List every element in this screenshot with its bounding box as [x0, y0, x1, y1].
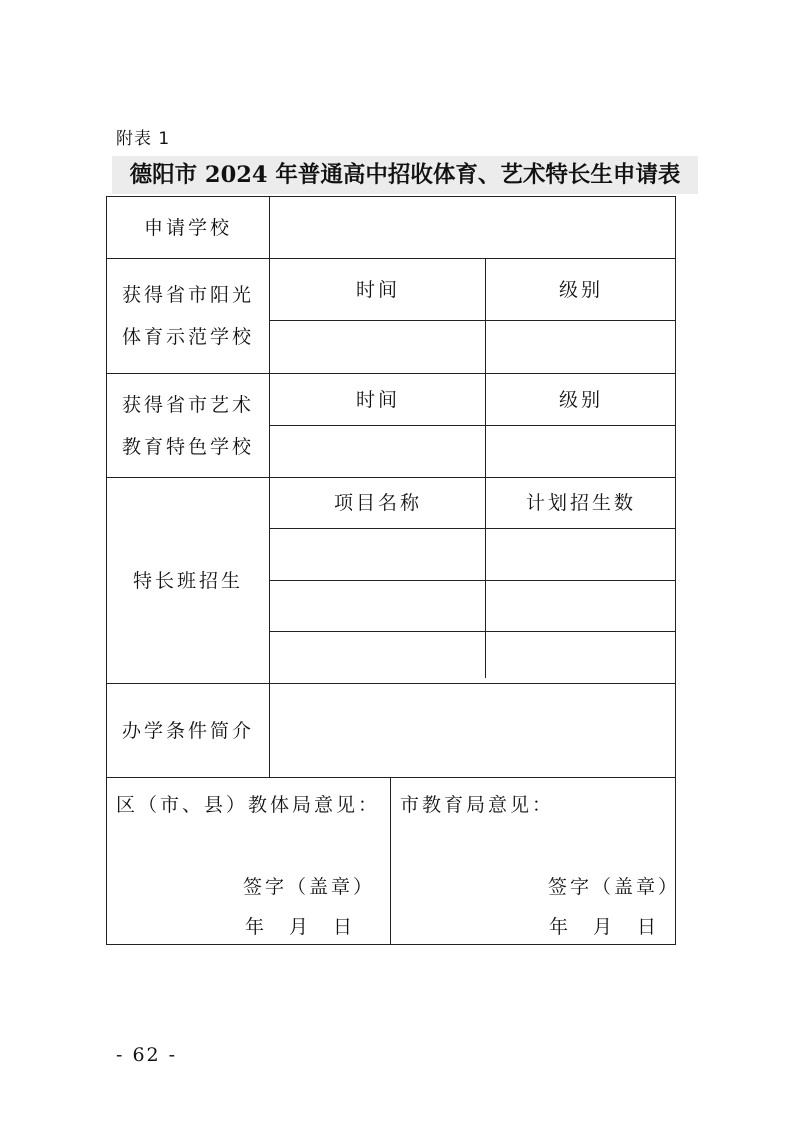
- project-name-input[interactable]: [271, 529, 485, 580]
- art-time-header: 时间: [355, 388, 400, 411]
- city-date-label: 年 月 日: [549, 916, 660, 938]
- city-signature-label: 签字（盖章）: [548, 876, 681, 898]
- planned-enrollment-input[interactable]: [487, 632, 675, 683]
- school-label: 申请学校: [143, 216, 232, 239]
- planned-enrollment-header: 计划招生数: [525, 492, 636, 514]
- appendix-label: 附表 1: [116, 129, 171, 149]
- sunshine-label-line2: 体育示范学校: [121, 326, 254, 348]
- city-opinion-box[interactable]: [392, 778, 681, 944]
- special-class-label: 特长班招生: [132, 569, 243, 592]
- planned-enrollment-input[interactable]: [487, 581, 675, 631]
- school-input[interactable]: [271, 197, 675, 258]
- sunshine-level-input[interactable]: [487, 321, 675, 373]
- art-level-input[interactable]: [487, 426, 675, 477]
- project-name-input[interactable]: [271, 632, 485, 683]
- art-education-label: [107, 374, 269, 477]
- city-opinion-label: 市教育局意见：: [400, 794, 555, 816]
- art-label-line2: 教育特色学校: [121, 435, 254, 458]
- district-opinion-label: 区（市、县）教体局意见：: [116, 794, 381, 816]
- district-signature-label: 签字（盖章）: [243, 876, 376, 898]
- art-time-input[interactable]: [271, 426, 485, 477]
- sunshine-label-line1: 获得省市阳光: [121, 284, 254, 306]
- planned-enrollment-input[interactable]: [487, 529, 675, 580]
- sunshine-sports-label: [107, 259, 269, 373]
- district-opinion-box[interactable]: [107, 778, 390, 944]
- page-number: - 62 -: [116, 1044, 178, 1066]
- district-date-label: 年 月 日: [245, 916, 356, 938]
- project-name-input[interactable]: [271, 581, 485, 631]
- sunshine-time-header: 时间: [355, 278, 400, 301]
- school-conditions-input[interactable]: [271, 684, 675, 777]
- form-title: 德阳市 2024 年普通高中招收体育、艺术特长生申请表: [112, 156, 698, 194]
- sunshine-time-input[interactable]: [271, 321, 485, 373]
- school-conditions-label: 办学条件简介: [121, 719, 254, 742]
- application-form-table: [106, 196, 681, 945]
- art-label-line1: 获得省市艺术: [121, 393, 254, 416]
- art-level-header: 级别: [558, 388, 603, 411]
- project-name-header: 项目名称: [333, 492, 422, 514]
- sunshine-level-header: 级别: [558, 278, 603, 301]
